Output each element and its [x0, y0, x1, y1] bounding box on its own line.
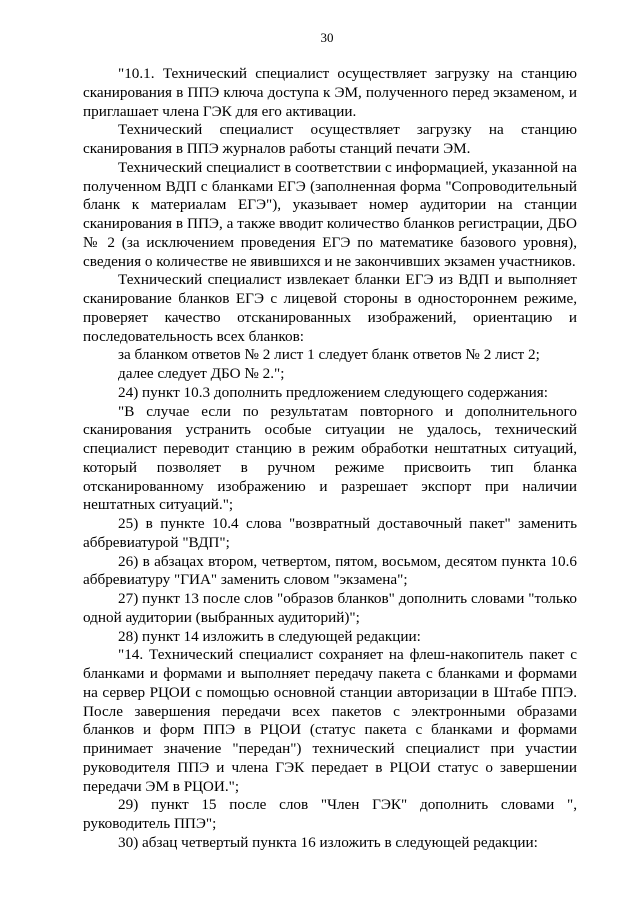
paragraph: 25) в пункте 10.4 слова "возвратный доставочный пакет" заменить аббревиатурой "ВДП";	[83, 515, 577, 551]
paragraph: 28) пункт 14 изложить в следующей редакции:	[118, 627, 421, 645]
document-body	[83, 65, 577, 853]
paragraph: 24) пункт 10.3 дополнить предложением следующего содержания:	[118, 383, 548, 401]
paragraph: Технический специалист извлекает бланки ЕГЭ из ВДП и выполняет сканирование бланков ЕГЭ с лицевой стороны в одностороннем режиме, проверяет качество отсканированных изображений, ориентацию и последовательность всех бланков:	[83, 271, 577, 345]
paragraph: Технический специалист осуществляет загрузку на станцию сканирования в ППЭ журналов работы станций печати ЭМ.	[83, 121, 577, 157]
paragraph: 29) пункт 15 после слов "Член ГЭК" дополнить словами ", руководитель ППЭ";	[83, 796, 577, 832]
paragraph: 30) абзац четвертый пункта 16 изложить в следующей редакции:	[118, 833, 538, 851]
paragraph: 26) в абзацах втором, четвертом, пятом, восьмом, десятом пункта 10.6 аббревиатуру "ГИА" заменить словом "экзамена";	[83, 552, 577, 589]
paragraph: "10.1. Технический специалист осуществляет загрузку на станцию сканирования в ППЭ ключа доступа к ЭМ, полученного перед экзаменом, и приглашает члена ГЭК для его активации.	[83, 65, 577, 120]
paragraph: "В случае если по результатам повторного и дополнительного сканирования устранить особые ситуации не удалось, технический специалист переводит станцию в режим обработки нештатных ситуаций, который позволяет в ручном режиме присвоить тип бланка отсканированному изображению и разрешает экспорт при наличии нештатных ситуаций.";	[83, 402, 577, 514]
paragraph: Технический специалист в соответствии с информацией, указанной на полученном ВДП с бланками ЕГЭ (заполненная форма "Сопроводительный бланк к материалам ЕГЭ"), указывает номер аудитории на станции сканирования в ППЭ, а также вводит количество бланков регистрации, ДБО № 2 (за исключением проведения ЕГЭ по математике базового уровня), сведения о количестве не явившихся и не закончивших экзамен участников.	[83, 158, 577, 270]
paragraph: 27) пункт 13 после слов "образов бланков" дополнить словами "только одной аудитории (выбранных аудиторий)";	[83, 590, 577, 626]
paragraph: за бланком ответов № 2 лист 1 следует бланк ответов № 2 лист 2;	[118, 346, 540, 364]
paragraph: далее следует ДБО № 2.";	[118, 365, 285, 382]
paragraph: "14. Технический специалист сохраняет на флеш-накопитель пакет с бланками и формами и выполняет передачу пакета с бланками и формами на сервер РЦОИ с помощью основной станции авторизации в Штабе ППЭ. После завершения передачи всех пакетов с электронными образами бланков и форм ППЭ в РЦОИ (статус пакета с бланками и формами принимает значение "передан") технический специалист при участии руководителя ППЭ и члена ГЭК передает в РЦОИ статус о завершении передачи ЭМ в РЦОИ.";	[83, 646, 577, 795]
page-number: 30	[320, 30, 334, 45]
